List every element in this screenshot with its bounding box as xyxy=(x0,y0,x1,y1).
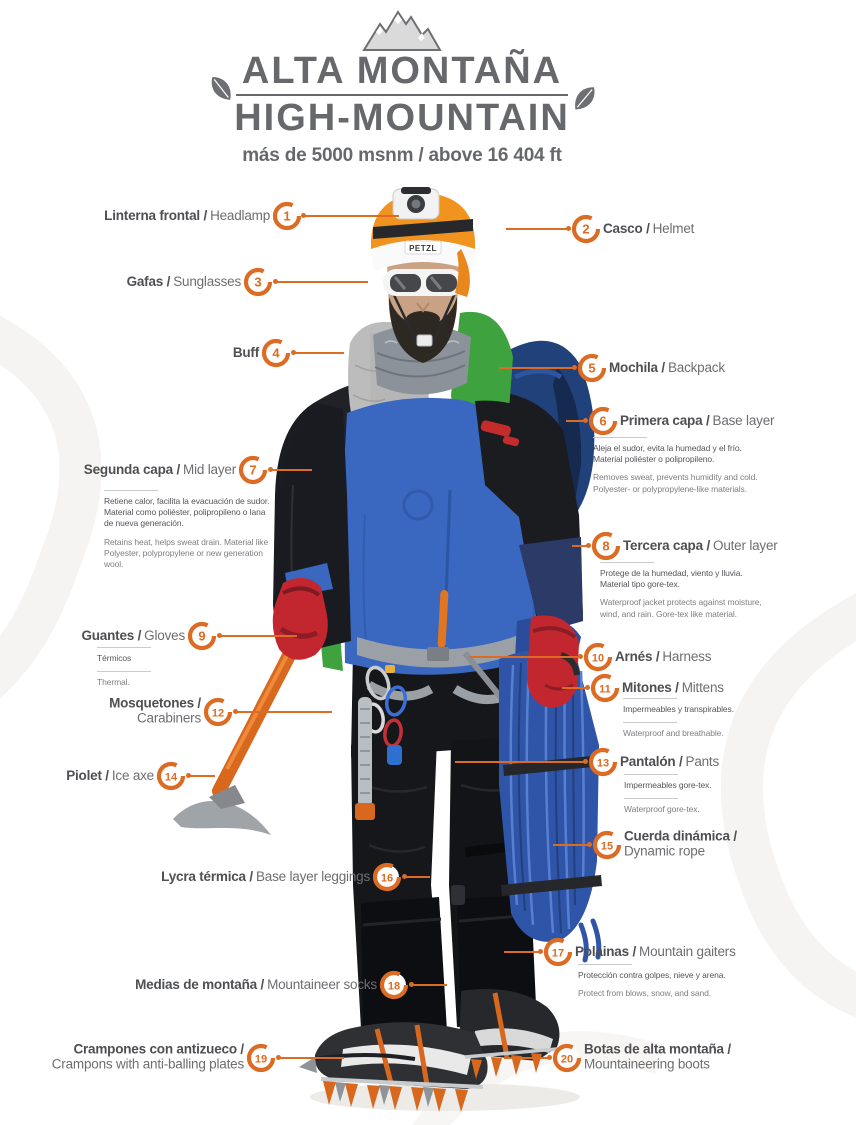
description-english: Thermal. xyxy=(97,677,130,688)
leader-line xyxy=(499,367,576,369)
description-english: Removes sweat, prevents humidity and cold. Polyester- or polypropylene-like materials. xyxy=(593,472,758,494)
item-description xyxy=(624,770,774,822)
description-divider xyxy=(97,671,151,672)
item-label xyxy=(575,944,736,959)
item-label xyxy=(52,1042,244,1072)
label-spanish: Mitones / xyxy=(622,679,679,695)
svg-text:PETZL: PETZL xyxy=(409,244,437,253)
number-badge xyxy=(589,672,621,704)
badge-number: 11 xyxy=(599,683,611,696)
label-spanish: Medias de montaña / xyxy=(135,976,265,992)
badge-number: 10 xyxy=(591,652,605,665)
label-english: Mid layer xyxy=(183,461,236,477)
item-label xyxy=(233,345,259,360)
number-badge xyxy=(576,352,608,384)
label-english: Outer layer xyxy=(713,537,778,553)
badge-number: 16 xyxy=(380,872,394,885)
label-spanish: Piolet / xyxy=(66,767,109,783)
description-english: Waterproof and breathable. xyxy=(623,728,724,739)
leader-line xyxy=(218,635,297,637)
label-english: Crampons with anti-balling plates xyxy=(51,1056,244,1072)
number-badge xyxy=(570,213,602,245)
item-label xyxy=(615,649,711,664)
label-spanish: Gafas / xyxy=(126,273,171,289)
description-divider xyxy=(104,490,158,491)
subtitle-altitude: más de 5000 msnm / above 16 404 ft xyxy=(242,144,562,166)
description-spanish: Retiene calor, facilita la evacuación de sudor. Material como poliéster, polipropileno o lana de nueva generación. xyxy=(104,496,270,529)
item-label xyxy=(109,696,201,726)
badge-number: 9 xyxy=(198,628,206,644)
leader-line xyxy=(572,545,590,547)
description-divider xyxy=(623,698,677,699)
label-spanish: Guantes / xyxy=(81,627,142,643)
leader-line xyxy=(269,469,312,471)
description-spanish: Impermeables y transpirables. xyxy=(623,704,734,714)
description-spanish: Impermeables gore-tex. xyxy=(624,780,712,790)
number-badge xyxy=(155,760,187,792)
item-description xyxy=(578,960,768,1006)
item-description xyxy=(97,643,215,695)
leader-line xyxy=(302,215,399,217)
number-badge xyxy=(542,936,574,968)
label-spanish: Mochila / xyxy=(609,359,665,375)
leader-line xyxy=(470,656,582,658)
badge-number: 7 xyxy=(249,462,257,478)
item-label xyxy=(104,208,270,223)
label-english: Headlamp xyxy=(210,207,270,223)
badge-number: 15 xyxy=(600,840,614,853)
badge-number: 20 xyxy=(560,1053,574,1066)
leader-line xyxy=(504,951,542,953)
description-english: Protect from blows, snow, and sand. xyxy=(578,988,712,999)
badge-number: 6 xyxy=(599,413,607,429)
leader-line xyxy=(274,281,368,283)
item-label xyxy=(161,869,370,884)
leader-line xyxy=(553,844,591,846)
number-badge xyxy=(371,861,403,893)
leader-line xyxy=(187,775,215,777)
description-spanish: Térmicos xyxy=(97,653,132,663)
label-english: Mountaineering boots xyxy=(584,1056,710,1072)
label-english: Mittens xyxy=(681,679,724,695)
description-spanish: Aleja el sudor, evita la humedad y el frío. Material poliéster o polipropileno. xyxy=(593,443,742,465)
number-badge xyxy=(271,200,303,232)
badge-number: 19 xyxy=(254,1053,268,1066)
item-label xyxy=(620,754,719,769)
label-english: Mountaineer socks xyxy=(267,976,377,992)
label-english: Sunglasses xyxy=(173,273,241,289)
leader-line xyxy=(292,352,344,354)
leader-line xyxy=(403,876,430,878)
item-description xyxy=(104,486,274,577)
number-badge xyxy=(202,696,234,728)
item-label xyxy=(584,1042,731,1072)
item-label xyxy=(81,628,185,643)
description-spanish: Protege de la humedad, viento y lluvia. Material tipo gore-tex. xyxy=(600,568,743,590)
item-label xyxy=(623,538,778,553)
description-divider xyxy=(623,722,677,723)
label-spanish: Casco / xyxy=(603,220,650,236)
leader-line xyxy=(410,984,447,986)
badge-number: 5 xyxy=(588,360,596,376)
item-label xyxy=(84,462,236,477)
item-description xyxy=(600,558,772,627)
label-english: Base layer leggings xyxy=(255,868,370,884)
number-badge xyxy=(260,337,292,369)
leader-line xyxy=(234,711,332,713)
label-spanish: Polainas / xyxy=(575,943,637,959)
number-badge xyxy=(587,746,619,778)
item-label xyxy=(135,977,377,992)
label-english: Carabiners xyxy=(136,710,201,726)
label-spanish: Buff xyxy=(232,344,259,360)
badge-number: 3 xyxy=(254,274,262,290)
description-divider xyxy=(578,964,632,965)
badge-number: 8 xyxy=(602,538,610,554)
leader-line xyxy=(504,1057,551,1059)
number-badge xyxy=(245,1042,277,1074)
description-english: Waterproof jacket protects against moisture, wind, and rain. Gore-tex like material. xyxy=(600,597,762,619)
label-spanish: Segunda capa / xyxy=(83,461,181,477)
description-spanish: Protección contra golpes, nieve y arena. xyxy=(578,970,726,980)
label-english: Dynamic rope xyxy=(624,843,705,859)
label-spanish: Arnés / xyxy=(615,648,660,664)
label-english: Harness xyxy=(662,648,712,664)
leader-line xyxy=(506,228,570,230)
number-badge xyxy=(237,454,269,486)
leader-line xyxy=(277,1057,344,1059)
item-label xyxy=(622,680,724,695)
leader-line xyxy=(566,420,587,422)
label-english: Gloves xyxy=(144,627,185,643)
description-english: Retains heat, helps sweat drain. Material like Polyester, polypropylene or new generation wool. xyxy=(104,536,269,570)
description-divider xyxy=(97,647,151,648)
label-spanish: Pantalón / xyxy=(620,753,683,769)
item-description xyxy=(593,433,765,502)
title-english: HIGH-MOUNTAIN xyxy=(234,96,570,139)
label-spanish: Linterna frontal / xyxy=(104,207,208,223)
label-spanish: Crampones con antizueco / xyxy=(73,1041,244,1057)
item-label xyxy=(620,413,774,428)
badge-number: 13 xyxy=(596,757,610,770)
badge-number: 4 xyxy=(272,345,280,361)
label-english: Base layer xyxy=(712,412,775,428)
label-spanish: Lycra térmica / xyxy=(161,868,253,884)
label-english: Mountain gaiters xyxy=(639,943,736,959)
description-divider xyxy=(593,437,647,438)
label-english: Pants xyxy=(685,753,720,769)
item-label xyxy=(66,768,154,783)
description-divider xyxy=(624,798,678,799)
label-spanish: Cuerda dinámica / xyxy=(624,828,737,844)
badge-number: 12 xyxy=(211,707,225,720)
item-description xyxy=(623,694,798,746)
item-label xyxy=(624,829,737,859)
label-english: Helmet xyxy=(652,220,695,236)
description-english: Waterproof gore-tex. xyxy=(624,804,700,815)
label-spanish: Botas de alta montaña / xyxy=(584,1041,731,1057)
label-spanish: Mosquetones / xyxy=(109,695,201,711)
badge-number: 1 xyxy=(283,208,291,224)
label-spanish: Tercera capa / xyxy=(623,537,711,553)
item-label xyxy=(609,360,725,375)
item-label xyxy=(603,221,694,236)
description-divider xyxy=(600,562,654,563)
label-english: Ice axe xyxy=(111,767,154,783)
label-spanish: Primera capa / xyxy=(620,412,710,428)
badge-number: 17 xyxy=(551,947,565,960)
number-badge xyxy=(242,266,274,298)
leader-line xyxy=(455,761,587,763)
description-divider xyxy=(624,774,678,775)
badge-number: 18 xyxy=(387,980,401,993)
number-badge xyxy=(591,829,623,861)
leader-line xyxy=(562,687,589,689)
badge-number: 14 xyxy=(164,771,178,784)
number-badge xyxy=(582,641,614,673)
title-spanish: ALTA MONTAÑA xyxy=(241,50,563,92)
label-english: Backpack xyxy=(667,359,725,375)
badge-number: 2 xyxy=(582,221,590,237)
number-badge xyxy=(551,1042,583,1074)
item-label xyxy=(127,274,241,289)
number-badge xyxy=(378,969,410,1001)
